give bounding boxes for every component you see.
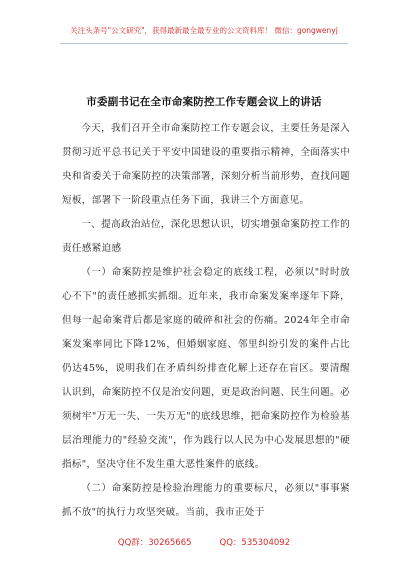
paragraph-intro: 今天，我们召开全市命案防控工作专题会议，主要任务是深入贯彻习近平总书记关于平安中国建设的重要指示精神，全面落实中央和省委关于命案防控的决策部署，深刻分析当前形势，查找问题短板，部署下一阶段重点任务下面，我讲三个方面意见。 <box>62 123 350 206</box>
qq-number: QQ：535304092 <box>219 538 291 548</box>
promo-banner: 关注头条号"公文研究"，获得最新最全最专业的公文资料库！ 微信：gongwenyj <box>70 26 338 35</box>
paragraph-point-2: （二）命案防控是检验治理能力的重要标尺，必须以"事事紧抓不放"的执行力攻坚突破。当前，我市正处于 <box>62 483 350 518</box>
paragraph-point-1: （一）命案防控是维护社会稳定的底线工程，必须以"时时放心不下"的责任感抓实抓细。近年来，我市命案发案率逐年下降，但每一起命案背后都是家庭的破碎和社会的伤痛。2024年全市命案发案率同比下降12%，但婚姻家庭、邻里纠纷引发的案件占比仍达45%，说明我们在矛盾纠纷排查化解上还存在盲区。要清醒认识到，命案防控不仅是治安问题，更是政治问题、民生问题。必须树牢"万无一失、一失万无"的底线思维，把命案防控作为检验基层治理能力的"经验交流"，作为践行以人民为中心发展思想的"硬指标"，坚决守住不发生重大恶性案件的底线。 <box>62 267 350 470</box>
document-body <box>62 117 350 525</box>
contact-footer <box>0 536 408 548</box>
section-heading-1: 一、提高政治站位，深化思想认识，切实增强命案防控工作的责任感紧迫感 <box>62 219 350 254</box>
header-divider <box>60 43 348 44</box>
qq-group-number: QQ群：30265665 <box>117 538 192 548</box>
document-title: 市委副书记在全市命案防控工作专题会议上的讲话 <box>86 96 322 108</box>
